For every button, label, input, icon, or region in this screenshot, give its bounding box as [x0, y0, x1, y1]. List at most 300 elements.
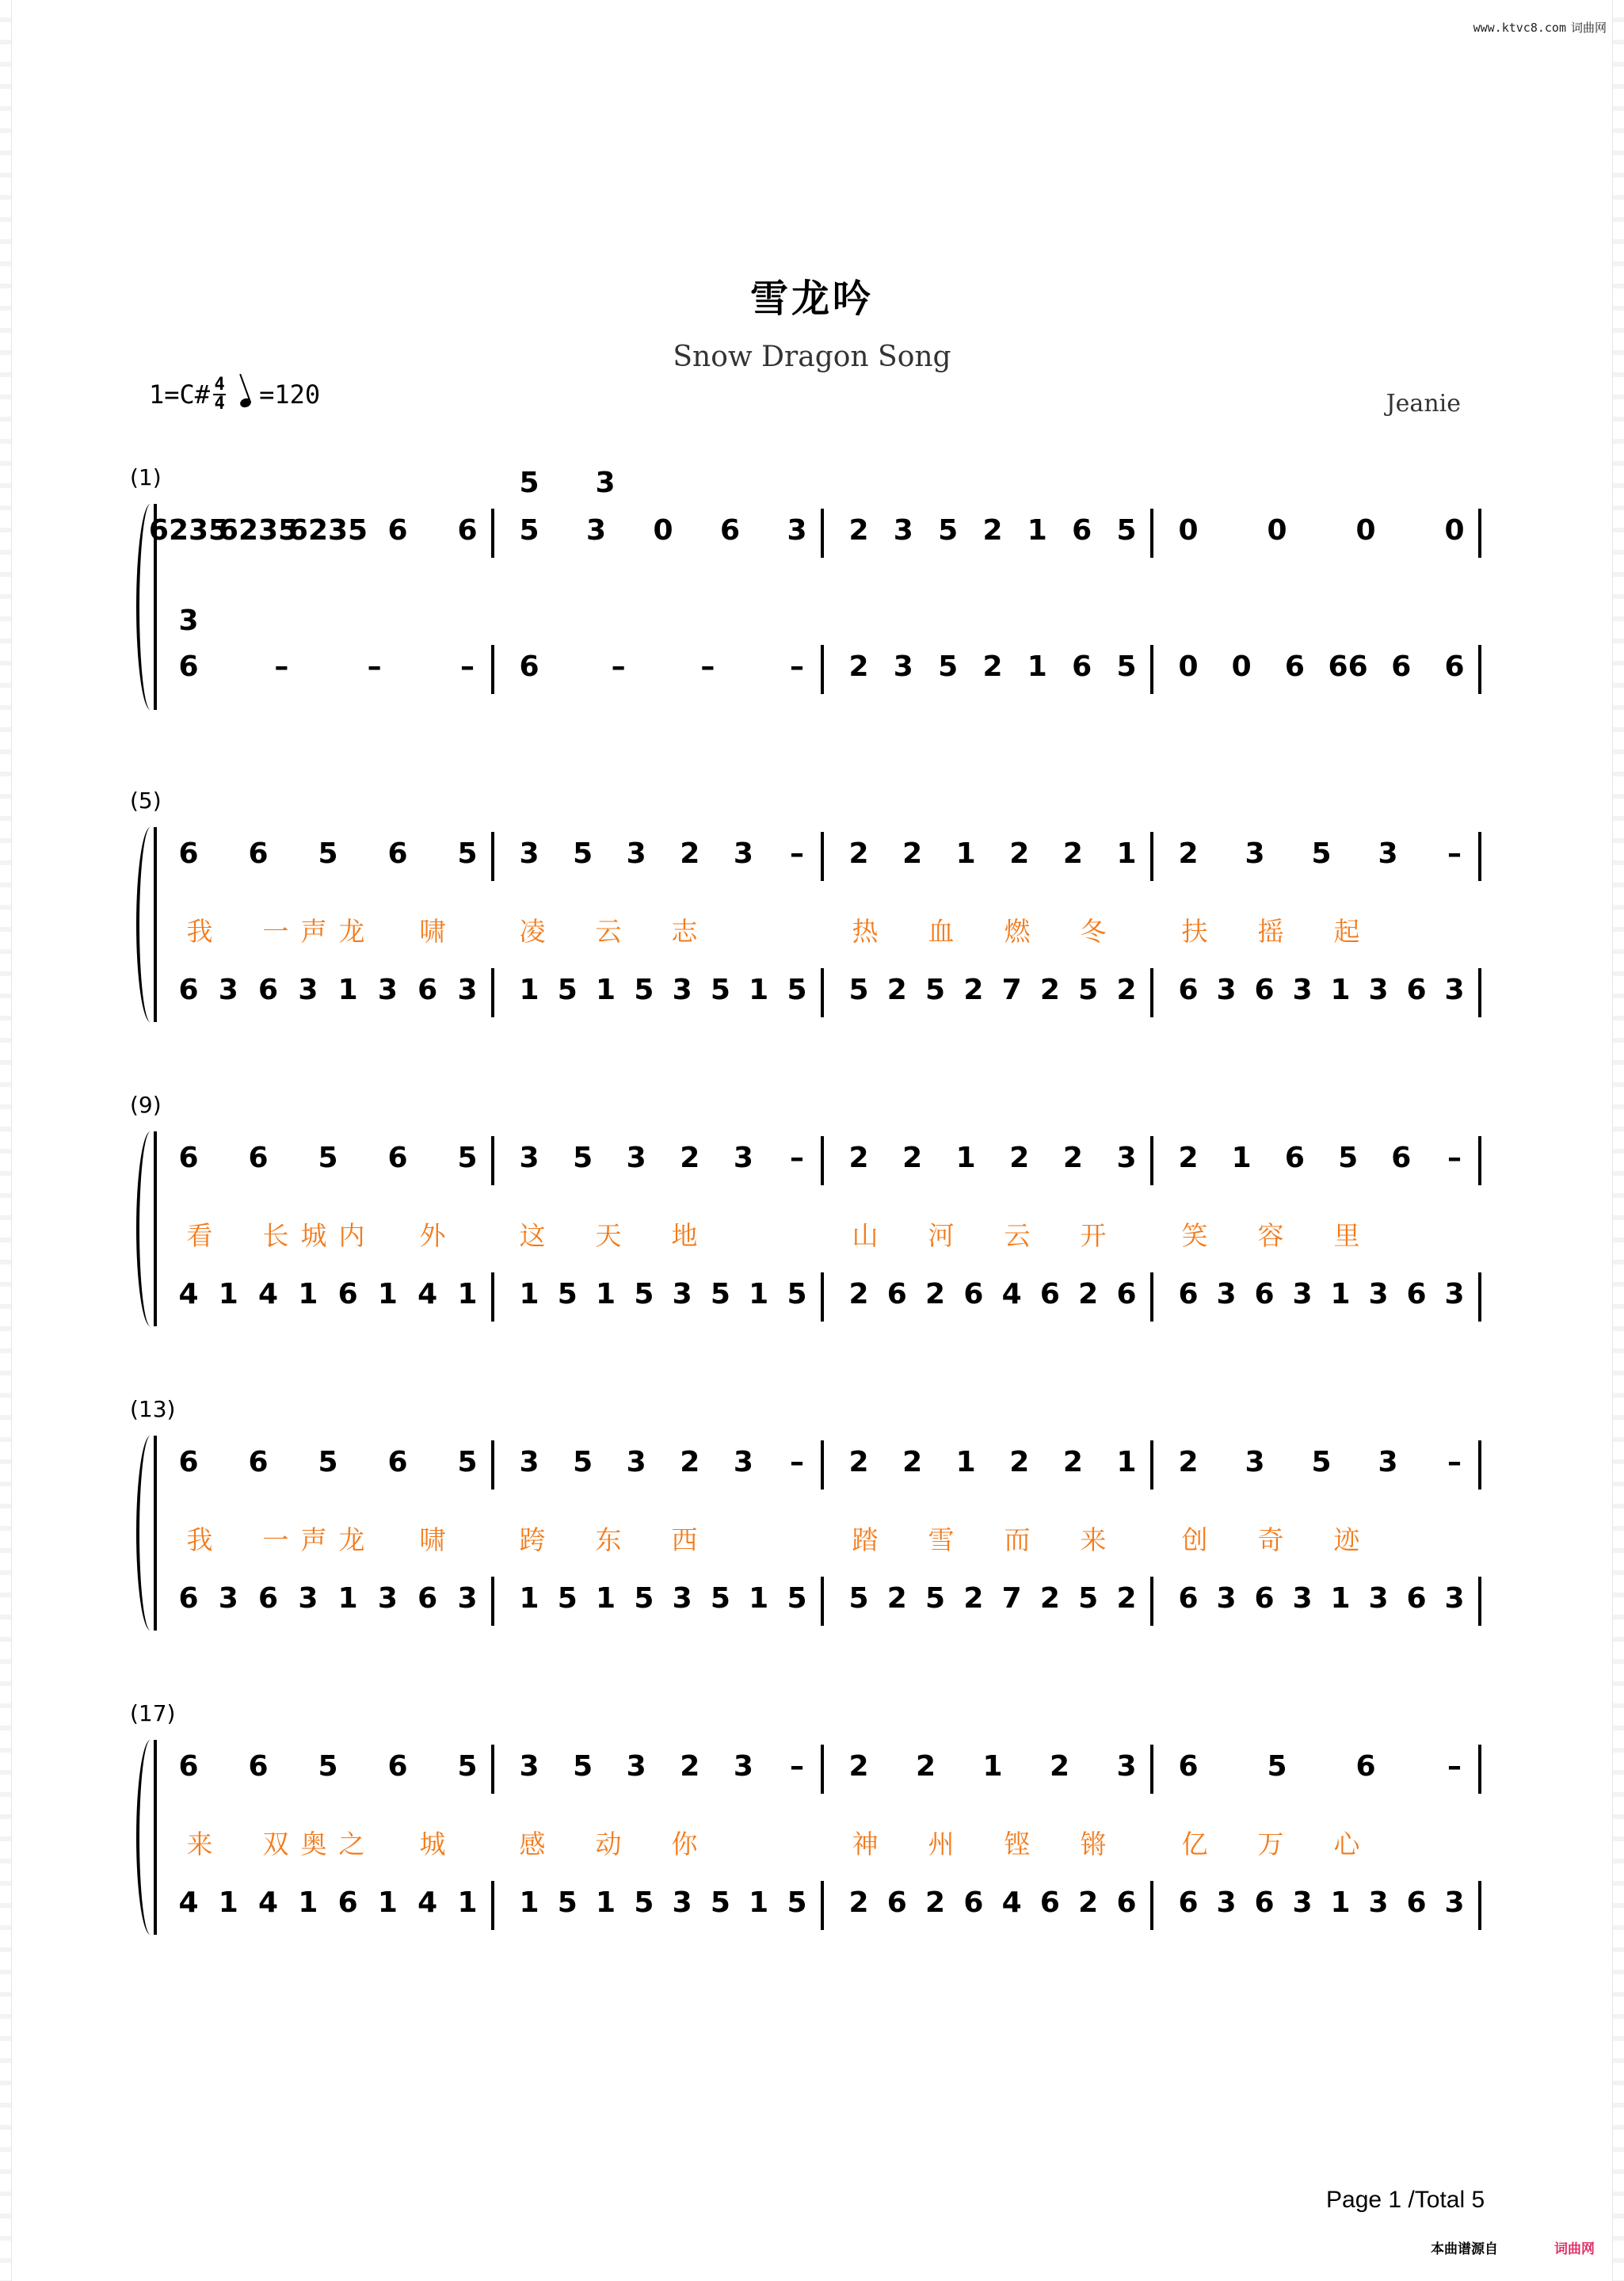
bar-line: [1478, 1272, 1481, 1322]
lower-note: 5: [634, 1582, 654, 1615]
upper-note: 2: [1062, 1446, 1083, 1478]
upper-note: –: [1447, 1750, 1462, 1783]
lyric-syllable: 我: [186, 1524, 213, 1555]
lower-note: 6: [178, 650, 199, 683]
lower-note: 3: [672, 974, 692, 1006]
upper-chord-note: 3: [595, 467, 616, 499]
upper-note: 2: [680, 1142, 700, 1174]
lyric-syllable: 而: [1004, 1524, 1031, 1555]
bar-line: [491, 509, 494, 558]
lower-note: 1: [218, 1886, 238, 1919]
upper-note: 2: [848, 1142, 869, 1174]
lyric-syllable: 州: [928, 1829, 955, 1860]
lower-note: 5: [1078, 974, 1099, 1006]
upper-note: 6: [248, 1142, 269, 1174]
lower-note: 1: [749, 1886, 769, 1919]
upper-note: 3: [733, 1750, 753, 1783]
lower-note: 6: [1406, 1278, 1427, 1310]
song-title: 雪龙吟: [749, 277, 874, 321]
bar-line: [1150, 645, 1153, 694]
lower-note: 2: [886, 974, 907, 1006]
bar-line: [1478, 1440, 1481, 1490]
lyric-syllable: 志: [671, 916, 698, 947]
bar-line: [821, 1136, 824, 1185]
bar-line: [491, 1745, 494, 1794]
lower-note: 1: [377, 1886, 398, 1919]
lower-note: 5: [1078, 1582, 1099, 1615]
lower-note: 3: [1292, 1886, 1313, 1919]
lower-note: 6: [1254, 1278, 1275, 1310]
bar-line: [821, 1272, 824, 1322]
lower-note: –: [274, 650, 289, 683]
bar-line: [491, 1881, 494, 1930]
lyric-syllable: 凌: [519, 916, 546, 947]
site-name: 词曲网: [1570, 21, 1607, 35]
lower-note: 4: [1001, 1886, 1022, 1919]
upper-note: 1: [955, 1446, 976, 1478]
lower-note: 6: [258, 1582, 279, 1615]
lower-note: –: [790, 650, 804, 683]
lower-note: –: [611, 650, 626, 683]
lower-note: 66: [1328, 650, 1368, 683]
lower-note: 6: [1254, 1886, 1275, 1919]
lower-note: 3: [218, 974, 238, 1006]
upper-note: 0: [1444, 514, 1465, 547]
upper-note: 2: [680, 837, 700, 870]
system-bracket: [154, 1436, 157, 1631]
upper-note: –: [1447, 1142, 1462, 1174]
lower-note: 3: [1444, 1582, 1465, 1615]
lower-note: 1: [218, 1278, 238, 1310]
upper-note: 2: [1178, 1446, 1199, 1478]
site-url: www.ktvc8.com: [1473, 21, 1566, 35]
upper-note: 2: [848, 514, 869, 547]
lower-note: 6: [1039, 1886, 1060, 1919]
upper-note: 5: [573, 1750, 593, 1783]
lyric-syllable: 动: [595, 1829, 622, 1860]
upper-note: 2: [982, 514, 1003, 547]
lower-note: 6: [258, 974, 279, 1006]
lower-note: 1: [596, 1886, 616, 1919]
bar-line: [1150, 1745, 1153, 1794]
lower-note: 1: [298, 1278, 318, 1310]
lower-note: 2: [848, 1278, 869, 1310]
lower-note: 5: [787, 1278, 807, 1310]
upper-note: 2: [902, 837, 923, 870]
lower-note: 2: [963, 1582, 984, 1615]
measure-number: (13): [130, 1396, 176, 1422]
lyric-syllable: 燃: [1004, 916, 1031, 947]
lower-note: 5: [634, 1278, 654, 1310]
lyric-syllable: 东: [595, 1524, 622, 1555]
lower-note: 6: [963, 1886, 984, 1919]
lyric-syllable: 西: [671, 1524, 698, 1555]
lower-note: 1: [749, 1582, 769, 1615]
lower-note: 5: [848, 974, 869, 1006]
source-label: 本曲谱源自: [1431, 2241, 1498, 2257]
lyric-syllable: 冬: [1080, 916, 1107, 947]
lower-note: 1: [519, 1582, 539, 1615]
upper-note: 6: [387, 1142, 408, 1174]
lower-note: 3: [1216, 1278, 1237, 1310]
lyric-syllable: 地: [671, 1220, 698, 1251]
upper-note: 3: [519, 1750, 539, 1783]
lower-note: 3: [1368, 1278, 1389, 1310]
lower-note: 4: [178, 1886, 199, 1919]
upper-note: 2: [1062, 837, 1083, 870]
lyric-syllable: 跨: [519, 1524, 546, 1555]
upper-note: 2: [1009, 837, 1030, 870]
upper-note: 3: [626, 1750, 646, 1783]
bar-line: [491, 1440, 494, 1490]
lower-note: 6: [417, 1582, 438, 1615]
lower-note: 1: [457, 1886, 478, 1919]
lower-note: 2: [1116, 1582, 1137, 1615]
upper-note: 3: [519, 837, 539, 870]
lower-note: 1: [337, 974, 358, 1006]
lower-note: 1: [596, 1582, 616, 1615]
lower-note: 1: [519, 974, 539, 1006]
lower-note: 1: [1330, 1582, 1351, 1615]
upper-note: 3: [585, 514, 607, 547]
upper-note: 0: [1178, 514, 1199, 547]
upper-note: 6: [178, 1142, 199, 1174]
lyric-syllable: 踏: [852, 1524, 879, 1555]
lyric-syllable: 亿: [1181, 1829, 1208, 1860]
upper-note: 3: [733, 1446, 753, 1478]
lower-note: 5: [925, 1582, 946, 1615]
lower-note: 2: [1039, 974, 1060, 1006]
lower-note: 6: [1116, 1278, 1137, 1310]
upper-note: 5: [457, 1750, 478, 1783]
lower-note: 5: [925, 974, 946, 1006]
lyric-syllable: 看: [186, 1220, 213, 1251]
lyric-syllable: 我: [186, 916, 213, 947]
upper-note: –: [1447, 1446, 1462, 1478]
upper-note: 0: [653, 514, 673, 547]
lyric-syllable: 声: [300, 916, 327, 947]
lower-note: 6: [1254, 1582, 1275, 1615]
lower-note: –: [700, 650, 715, 683]
lower-note: 5: [557, 974, 578, 1006]
bar-line: [1478, 1745, 1481, 1794]
upper-note: –: [790, 1446, 804, 1478]
measure-number: (5): [130, 788, 162, 814]
lower-note: 3: [893, 650, 913, 683]
bar-line: [821, 1745, 824, 1794]
lower-note: 4: [258, 1886, 279, 1919]
bar-line: [1150, 1136, 1153, 1185]
upper-note: 5: [1116, 514, 1137, 547]
lower-note: 2: [848, 650, 869, 683]
upper-note: 3: [893, 514, 913, 547]
upper-note: 6: [248, 1750, 269, 1783]
measure-number: (17): [130, 1700, 176, 1726]
lower-note: 3: [1368, 1886, 1389, 1919]
lyric-syllable: 血: [928, 916, 955, 947]
lower-note: 5: [634, 974, 654, 1006]
lower-note: 1: [457, 1278, 478, 1310]
lower-note: 4: [258, 1278, 279, 1310]
upper-note: 2: [902, 1142, 923, 1174]
bar-line: [821, 509, 824, 558]
lower-note: 2: [1078, 1278, 1099, 1310]
upper-note: 1: [955, 1142, 976, 1174]
lower-note: 3: [298, 1582, 318, 1615]
lyric-syllable: 起: [1333, 916, 1360, 947]
lower-note: 5: [1116, 650, 1137, 683]
upper-note: 5: [1311, 1446, 1332, 1478]
upper-note: 6: [387, 514, 408, 547]
lower-note: 5: [634, 1886, 654, 1919]
lyric-syllable: 双: [262, 1829, 289, 1860]
lower-note: 6: [886, 1886, 907, 1919]
upper-note: 1: [1116, 837, 1137, 870]
lower-note: 5: [787, 974, 807, 1006]
lyric-syllable: 声: [300, 1524, 327, 1555]
lower-note: 1: [337, 1582, 358, 1615]
lower-note: 5: [557, 1278, 578, 1310]
upper-note: 6235: [148, 514, 229, 547]
lower-note: 3: [377, 974, 398, 1006]
upper-note: 5: [573, 1446, 593, 1478]
lyric-syllable: 一: [262, 1524, 289, 1555]
lyric-syllable: 奇: [1257, 1524, 1284, 1555]
upper-note: 6: [1178, 1750, 1199, 1783]
lyric-syllable: 万: [1257, 1829, 1284, 1860]
lower-note: 2: [1116, 974, 1137, 1006]
upper-note: 6: [178, 1446, 199, 1478]
lyric-syllable: 城: [419, 1829, 446, 1860]
upper-note: 1: [1116, 1446, 1137, 1478]
lyric-syllable: 来: [1080, 1524, 1107, 1555]
lower-note: 6: [886, 1278, 907, 1310]
lower-note: 2: [1039, 1582, 1060, 1615]
site-header: [1473, 19, 1607, 36]
upper-note: 3: [1116, 1142, 1137, 1174]
lower-note: 5: [787, 1582, 807, 1615]
upper-note: 3: [519, 1142, 539, 1174]
bar-line: [821, 1881, 824, 1930]
lower-note: 2: [848, 1886, 869, 1919]
time-signature: [213, 376, 226, 413]
lower-note: 1: [1330, 1278, 1351, 1310]
lower-note: 1: [749, 974, 769, 1006]
lyric-syllable: 云: [1004, 1220, 1031, 1251]
bar-line: [491, 832, 494, 881]
upper-note: 5: [318, 1750, 338, 1783]
upper-note: 2: [1009, 1446, 1030, 1478]
upper-note: –: [790, 1142, 804, 1174]
upper-note: 2: [848, 1750, 869, 1783]
upper-note: 3: [626, 1446, 646, 1478]
lyric-syllable: 这: [519, 1220, 546, 1251]
lower-note: 1: [519, 1278, 539, 1310]
lower-note: 6: [1391, 650, 1412, 683]
lower-note: –: [367, 650, 382, 683]
upper-note: 5: [457, 837, 478, 870]
lower-note: 6: [337, 1278, 358, 1310]
lower-note: 7: [1001, 1582, 1022, 1615]
bar-line: [491, 1272, 494, 1322]
bar-line: [1478, 832, 1481, 881]
lower-note: 1: [519, 1886, 539, 1919]
lyric-syllable: 扶: [1181, 916, 1208, 947]
lower-note: 3: [672, 1886, 692, 1919]
lower-note: 3: [1216, 1582, 1237, 1615]
lyric-syllable: 之: [338, 1829, 365, 1860]
lyric-syllable: 神: [852, 1829, 879, 1860]
lower-note: 6: [337, 1886, 358, 1919]
lower-note: 3: [1368, 974, 1389, 1006]
bar-line: [491, 968, 494, 1017]
upper-note: 3: [1245, 837, 1265, 870]
upper-note: 6: [1072, 514, 1092, 547]
upper-note: 2: [1178, 1142, 1199, 1174]
upper-note: 6235: [288, 514, 368, 547]
lyric-syllable: 来: [186, 1829, 213, 1860]
lower-note: 4: [417, 1886, 438, 1919]
lower-note: 2: [982, 650, 1003, 683]
upper-note: 5: [573, 1142, 593, 1174]
lower-note: 2: [925, 1886, 946, 1919]
bar-line: [821, 832, 824, 881]
upper-note: –: [790, 837, 804, 870]
upper-note: 6: [1284, 1142, 1305, 1174]
site-logo: 词曲网: [1554, 2241, 1595, 2257]
lower-note: 1: [377, 1278, 398, 1310]
upper-note: 1: [1027, 514, 1047, 547]
upper-note: 5: [318, 837, 338, 870]
upper-note: 3: [519, 1446, 539, 1478]
lower-note: 3: [1444, 974, 1465, 1006]
upper-note: 2: [680, 1446, 700, 1478]
upper-note: 2: [1178, 837, 1199, 870]
lower-chord-note: 3: [178, 605, 199, 637]
upper-note: 6: [178, 1750, 199, 1783]
lower-note: 3: [1216, 1886, 1237, 1919]
lower-note: 1: [1330, 1886, 1351, 1919]
upper-note: 6: [248, 837, 269, 870]
lower-note: 5: [710, 1582, 730, 1615]
lyric-syllable: 迹: [1333, 1524, 1360, 1555]
system-bracket: [154, 827, 157, 1022]
bar-line: [1478, 645, 1481, 694]
upper-note: 6: [387, 1750, 408, 1783]
lower-note: 3: [672, 1582, 692, 1615]
upper-note: 6: [248, 1446, 269, 1478]
upper-note: 5: [1338, 1142, 1359, 1174]
upper-note: 6: [1355, 1750, 1376, 1783]
upper-note: 6235: [218, 514, 299, 547]
lower-note: 0: [1231, 650, 1252, 683]
lyric-syllable: 你: [671, 1829, 698, 1860]
lyric-syllable: 容: [1257, 1220, 1284, 1251]
lyric-syllable: 心: [1333, 1829, 1360, 1860]
song-subtitle: Snow Dragon Song: [673, 341, 951, 373]
lower-note: 5: [710, 974, 730, 1006]
bar-line: [491, 1577, 494, 1626]
lower-note: 1: [1330, 974, 1351, 1006]
lower-note: 2: [1078, 1886, 1099, 1919]
bar-line: [1150, 1440, 1153, 1490]
page-indicator: Page 1 /Total 5: [1326, 2187, 1485, 2213]
upper-note: 6: [457, 514, 478, 547]
upper-note: 6: [387, 1446, 408, 1478]
lyric-syllable: 铿: [1004, 1829, 1031, 1860]
bar-line: [1150, 832, 1153, 881]
bar-line: [1478, 1136, 1481, 1185]
bar-line: [491, 645, 494, 694]
lower-note: 3: [1216, 974, 1237, 1006]
upper-note: 5: [318, 1142, 338, 1174]
upper-note: 2: [1062, 1142, 1083, 1174]
lyric-syllable: 龙: [338, 916, 365, 947]
upper-note: 6: [178, 837, 199, 870]
lyric-syllable: 啸: [419, 1524, 446, 1555]
upper-note: 5: [457, 1142, 478, 1174]
lower-note: 5: [557, 1886, 578, 1919]
tempo: =120: [259, 380, 321, 410]
upper-chord-note: 5: [519, 467, 539, 499]
upper-note: –: [1447, 837, 1462, 870]
upper-note: 3: [626, 837, 646, 870]
lower-note: 3: [672, 1278, 692, 1310]
lower-note: 3: [298, 974, 318, 1006]
lower-note: 5: [710, 1886, 730, 1919]
lyric-syllable: 啸: [419, 916, 446, 947]
upper-note: 0: [1355, 514, 1376, 547]
bar-line: [821, 1577, 824, 1626]
lower-note: 6: [963, 1278, 984, 1310]
lower-note: 6: [1406, 974, 1427, 1006]
composer: Jeanie: [1386, 390, 1461, 418]
bar-line: [1478, 1577, 1481, 1626]
lower-note: 6: [1284, 650, 1305, 683]
lower-note: 6: [1406, 1886, 1427, 1919]
bar-line: [1150, 1881, 1153, 1930]
upper-note: 5: [573, 837, 593, 870]
lower-note: 4: [178, 1278, 199, 1310]
measure-number: (1): [130, 464, 162, 490]
upper-note: 3: [1378, 837, 1398, 870]
time-signature-top: 4: [214, 375, 225, 395]
lyric-syllable: 天: [595, 1220, 622, 1251]
lyric-syllable: 山: [852, 1220, 879, 1251]
lower-note: 2: [925, 1278, 946, 1310]
lower-note: 6: [1406, 1582, 1427, 1615]
lower-note: 1: [749, 1278, 769, 1310]
lyric-syllable: 感: [519, 1829, 546, 1860]
upper-note: 5: [318, 1446, 338, 1478]
lyric-syllable: 笑: [1181, 1220, 1208, 1251]
lyric-syllable: 热: [852, 916, 879, 947]
upper-note: 2: [848, 837, 869, 870]
bar-line: [1478, 1881, 1481, 1930]
bar-line: [1478, 509, 1481, 558]
lyric-syllable: 外: [419, 1220, 446, 1251]
lower-note: 3: [377, 1582, 398, 1615]
lower-note: 1: [1027, 650, 1047, 683]
lower-note: 5: [787, 1886, 807, 1919]
lower-note: 3: [218, 1582, 238, 1615]
upper-note: 3: [626, 1142, 646, 1174]
upper-note: 2: [902, 1446, 923, 1478]
quarter-note-icon: [239, 396, 253, 408]
lower-note: 6: [178, 1582, 199, 1615]
key-tempo-line: [149, 376, 320, 413]
upper-note: 2: [1049, 1750, 1070, 1783]
